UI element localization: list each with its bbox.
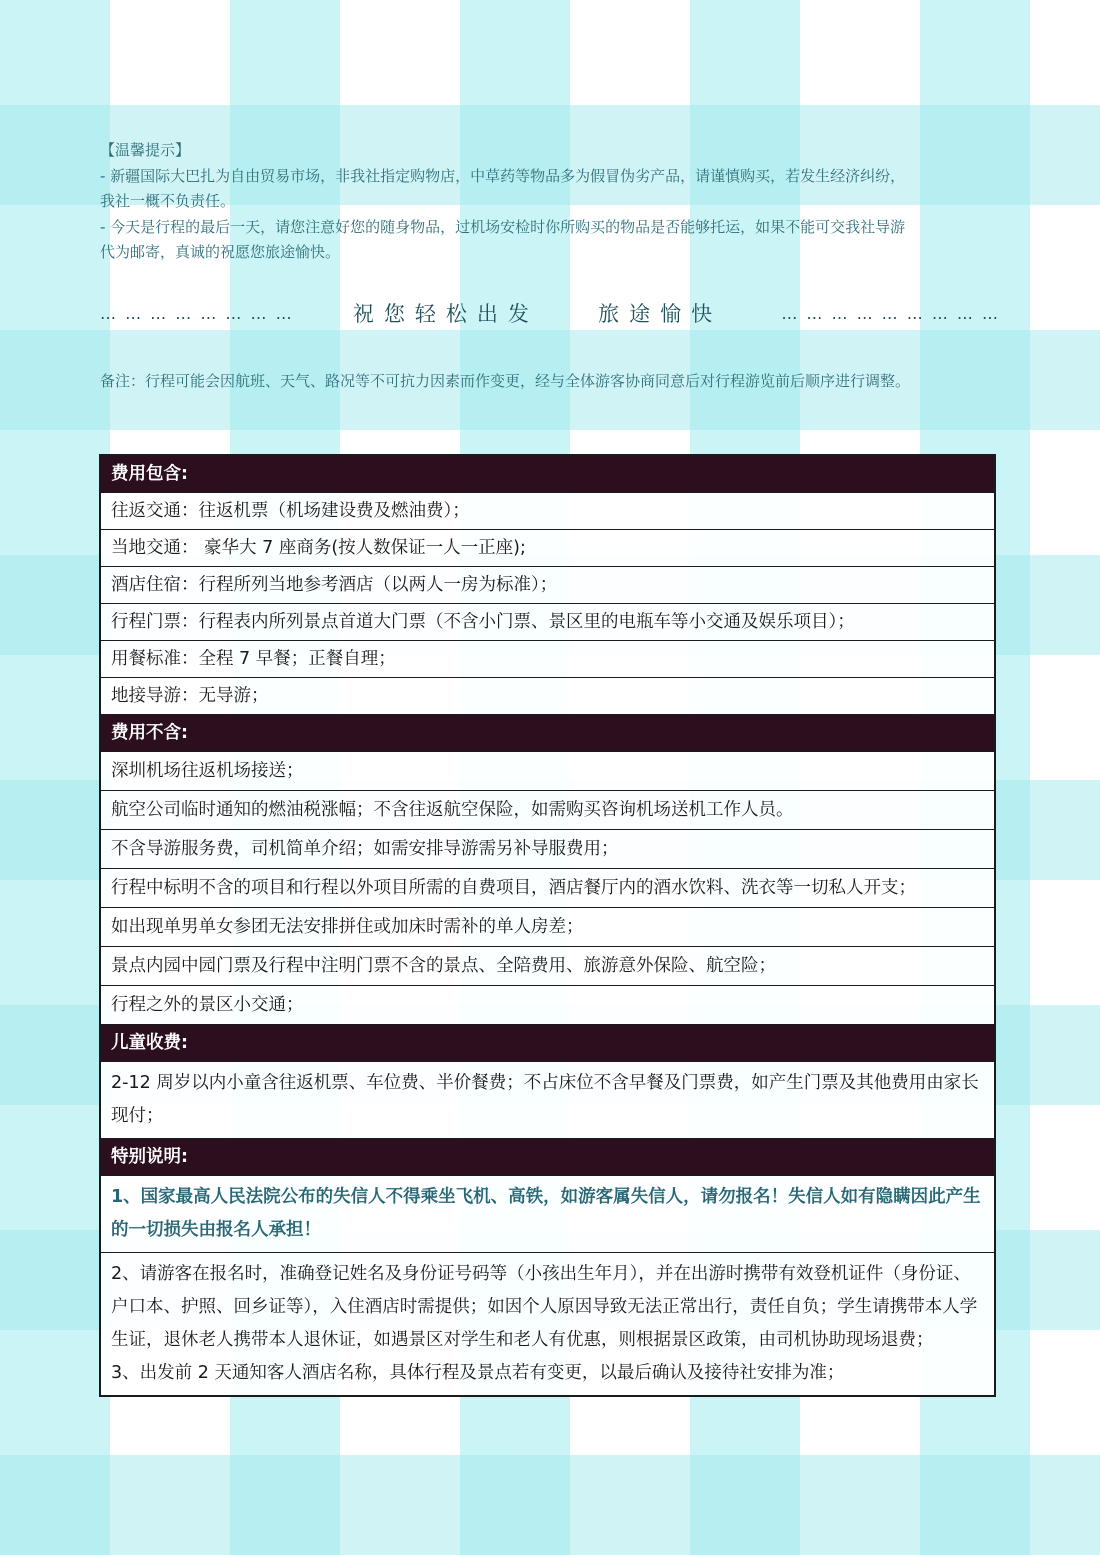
wish-text-2: 旅途愉快 bbox=[598, 302, 723, 326]
exclude-header: 费用不含: bbox=[100, 715, 995, 752]
exclude-item: 航空公司临时通知的燃油税涨幅；不含往返航空保险，如需购买咨询机场送机工作人员。 bbox=[100, 791, 995, 830]
exclude-item: 景点内园中园门票及行程中注明门票不含的景点、全陪费用、旅游意外保险、航空险； bbox=[100, 947, 995, 986]
child-fee-text: 2-12 周岁以内小童含往返机票、车位费、半价餐费；不占床位不含早餐及门票费，如产生门票及其他费用由家长现付； bbox=[100, 1062, 995, 1139]
child-header: 儿童收费: bbox=[100, 1025, 995, 1062]
include-item: 行程门票：行程表内所列景点首道大门票（不含小门票、景区里的电瓶车等小交通及娱乐项目）； bbox=[100, 604, 995, 641]
special-note-warning bbox=[100, 1176, 995, 1253]
table-row bbox=[100, 947, 995, 986]
table-row bbox=[100, 1176, 995, 1253]
exclude-item: 深圳机场往返机场接送； bbox=[100, 752, 995, 791]
exclude-item: 如出现单男单女参团无法安排拼住或加床时需补的单人房差； bbox=[100, 908, 995, 947]
table-row bbox=[100, 493, 995, 530]
exclude-item: 行程之外的景区小交通； bbox=[100, 986, 995, 1025]
exclude-item: 行程中标明不含的项目和行程以外项目所需的自费项目，酒店餐厅内的酒水饮料、洗衣等一切私人开支； bbox=[100, 869, 995, 908]
table-row bbox=[100, 1253, 995, 1397]
dots-right: … … … … … … … … … bbox=[781, 303, 1000, 323]
include-item: 当地交通： 豪华大 7 座商务(按人数保证一人一正座); bbox=[100, 530, 995, 567]
dots-left: … … … … … … … … bbox=[100, 303, 294, 323]
remark-note: 备注：行程可能会因航班、天气、路况等不可抗力因素而作变更，经与全体游客协商同意后对行程游览前后顺序进行调整。 bbox=[100, 372, 911, 390]
tips-line: - 新疆国际大巴扎为自由贸易市场，非我社指定购物店，中草药等物品多为假冒伪劣产品，请谨慎购买，若发生经济纠纷， bbox=[100, 166, 906, 185]
section-header-child bbox=[100, 1025, 995, 1062]
include-item: 地接导游：无导游； bbox=[100, 678, 995, 715]
table-row bbox=[100, 908, 995, 947]
special-note-2: 2、请游客在报名时，准确登记姓名及身份证号码等（小孩出生年月），并在出游时携带有效登机证件（身份证、户口本、护照、回乡证等），入住酒店时需提供；如因个人原因导致无法正常出行，责任自负；学生请携带本人学生证，退休老人携带本人退休证，如遇景区对学生和老人有优惠，则根据景区政策，由司机协助现场退费； bbox=[111, 1264, 978, 1350]
table-row bbox=[100, 530, 995, 567]
special-header: 特别说明: bbox=[100, 1139, 995, 1176]
include-item: 酒店住宿：行程所列当地参考酒店（以两人一房为标准）； bbox=[100, 567, 995, 604]
table-row bbox=[100, 641, 995, 678]
special-note-3: 3、出发前 2 天通知客人酒店名称，具体行程及景点若有变更，以最后确认及接待社安排为准； bbox=[111, 1363, 845, 1383]
wish-banner bbox=[100, 298, 1000, 328]
table-row bbox=[100, 830, 995, 869]
special-note-1: 1、国家最高人民法院公布的失信人不得乘坐飞机、高铁，如游客属失信人，请勿报名！失信人如有隐瞒因此产生的一切损失由报名人承担！ bbox=[111, 1187, 981, 1240]
tips-title: 【温馨提示】 bbox=[100, 141, 191, 159]
table-row bbox=[100, 752, 995, 791]
table-row bbox=[100, 986, 995, 1025]
section-header-special bbox=[100, 1139, 995, 1176]
include-item: 往返交通：往返机票（机场建设费及燃油费）； bbox=[100, 493, 995, 530]
tips-line: 我社一概不负责任。 bbox=[100, 192, 236, 210]
table-row bbox=[100, 869, 995, 908]
include-item: 用餐标准：全程 7 早餐；正餐自理； bbox=[100, 641, 995, 678]
special-notes bbox=[100, 1253, 995, 1397]
table-row bbox=[100, 1062, 995, 1139]
tips-line: - 今天是行程的最后一天，请您注意好您的随身物品，过机场安检时你所购买的物品是否能够托运，如果不能可交我社导游 bbox=[100, 217, 906, 236]
fee-table bbox=[99, 454, 996, 1397]
table-row bbox=[100, 567, 995, 604]
section-header-exclude bbox=[100, 715, 995, 752]
exclude-item: 不含导游服务费，司机简单介绍；如需安排导游需另补导服费用； bbox=[100, 830, 995, 869]
table-row bbox=[100, 791, 995, 830]
wish-text-1: 祝您轻松出发 bbox=[352, 302, 539, 326]
section-header-include bbox=[100, 455, 995, 493]
table-row bbox=[100, 678, 995, 715]
table-row bbox=[100, 604, 995, 641]
include-header: 费用包含: bbox=[100, 455, 995, 493]
tips-line: 代为邮寄，真诚的祝愿您旅途愉快。 bbox=[100, 243, 341, 261]
warm-tips bbox=[100, 138, 1010, 266]
